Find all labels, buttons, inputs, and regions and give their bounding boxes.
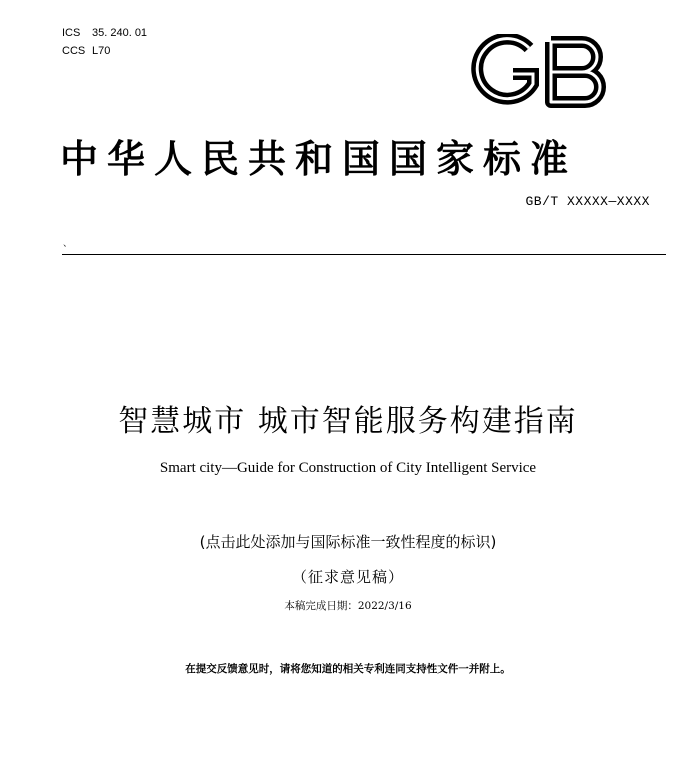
completion-date: 本稿完成日期：2022/3/16 — [284, 600, 412, 612]
chinese-title: 智慧城市 城市智能服务构建指南 — [118, 404, 578, 439]
ics-value: 35. 240. 01 — [92, 27, 148, 39]
gb-logo — [467, 34, 613, 110]
ics-classification — [62, 26, 147, 40]
english-title: Smart city—Guide for Construction of City Intelligent Service — [159, 460, 537, 476]
header-divider — [62, 254, 666, 255]
ics-label: ICS — [62, 27, 81, 39]
consistency-placeholder[interactable]: (点击此处添加与国际标准一致性程度的标识) — [199, 533, 497, 551]
ccs-label: CCS — [62, 45, 86, 57]
patent-notice: 在提交反馈意见时，请将您知道的相关专利连同支持性文件一并附上。 — [185, 663, 511, 675]
ccs-value: L70 — [92, 45, 111, 57]
ccs-classification — [62, 44, 110, 58]
draft-status: （征求意见稿） — [291, 568, 404, 586]
standard-type-heading: 中华人民共和国国家标准 — [60, 136, 578, 181]
standard-code: GB/T XXXXX—XXXX — [525, 194, 650, 209]
tick-mark: 、 — [63, 239, 73, 249]
